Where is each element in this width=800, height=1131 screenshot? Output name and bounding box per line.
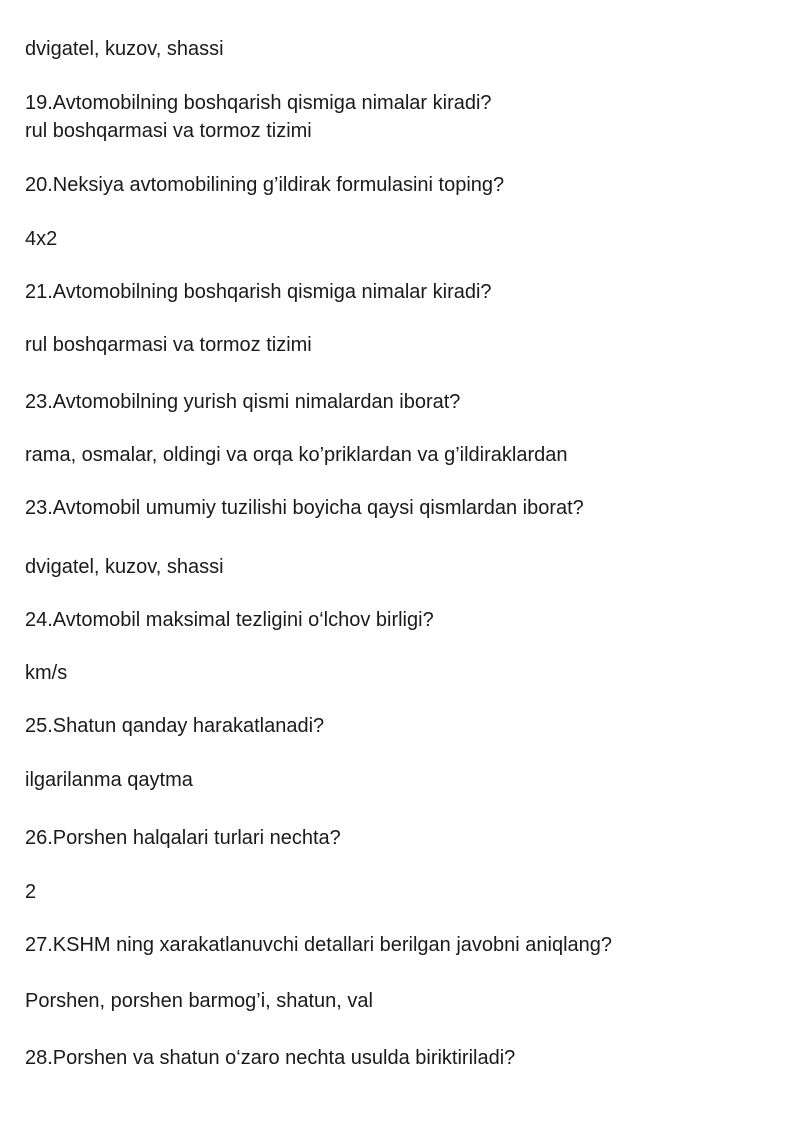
answer-text: Porshen, porshen barmog’i, shatun, val	[25, 990, 373, 1012]
question-24: 24.Avtomobil maksimal tezligini o‘lchov birligi?	[25, 609, 434, 631]
answer-text: km/s	[25, 662, 68, 684]
question-27: 27.KSHM ning xarakatlanuvchi detallari berilgan javobni aniqlang?	[25, 934, 613, 956]
answer-text: 4x2	[25, 228, 58, 250]
question-20: 20.Neksiya avtomobilining g’ildirak formulasini toping?	[25, 174, 505, 196]
question-26: 26.Porshen halqalari turlari nechta?	[25, 827, 341, 849]
answer-text: rul boshqarmasi va tormoz tizimi	[25, 334, 312, 356]
answer-text: dvigatel, kuzov, shassi	[25, 556, 224, 578]
answer-text: ilgarilanma qaytma	[25, 769, 193, 791]
question-23: 23.Avtomobilning yurish qismi nimalardan iborat?	[25, 391, 461, 413]
question-28: 28.Porshen va shatun o‘zaro nechta usulda biriktiriladi?	[25, 1047, 516, 1069]
question-23b: 23.Avtomobil umumiy tuzilishi boyicha qaysi qismlardan iborat?	[25, 497, 584, 519]
answer-text: dvigatel, kuzov, shassi	[25, 38, 224, 60]
question-21: 21.Avtomobilning boshqarish qismiga nimalar kiradi?	[25, 281, 492, 303]
question-25: 25.Shatun qanday harakatlanadi?	[25, 715, 325, 737]
answer-text: 2	[25, 881, 37, 903]
answer-text: rama, osmalar, oldingi va orqa ko’priklardan va g’ildiraklardan	[25, 444, 568, 466]
question-19: 19.Avtomobilning boshqarish qismiga nimalar kiradi?	[25, 92, 492, 114]
answer-text: rul boshqarmasi va tormoz tizimi	[25, 120, 312, 142]
